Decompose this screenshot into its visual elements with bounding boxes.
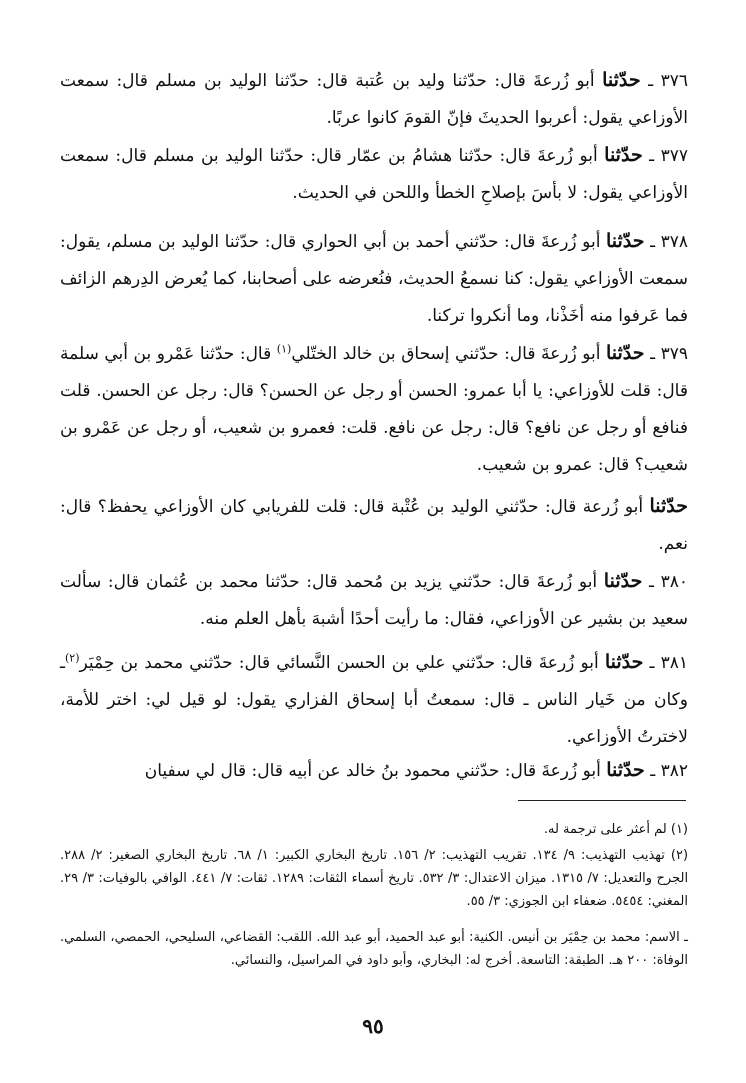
- hadith-keyword: حدّثنا: [605, 230, 645, 252]
- hadith-number: ٣٧٩ ـ: [644, 344, 689, 364]
- hadith-text: أبو زُرعة قال: حدّثني الوليد بن عُتْبة قال: قلت للفريابي كان الأوزاعي يحفظ؟ قال: نعم.: [60, 497, 688, 554]
- hadith-number: ٣٨١ ـ: [643, 653, 688, 673]
- hadith-keyword: حدّثنا: [604, 144, 643, 166]
- hadith-text: أبو زُرعةَ قال: حدّثني إسحاق بن خالد الختّلي: [291, 344, 606, 364]
- footnote-ref-1: (١): [276, 342, 292, 356]
- hadith-keyword: حدّثنا: [602, 69, 641, 91]
- hadith-number: ٣٧٦ ـ: [640, 71, 688, 91]
- footnote-ref-2: (٢): [64, 651, 80, 665]
- hadith-text: أبو زُرعةَ قال: حدّثني محمود بنُ خالد عن أبيه قال: قال لي سفيان: [144, 761, 607, 781]
- hadith-number: ٣٧٨ ـ: [644, 232, 689, 252]
- footnote-2: (٢) تهذيب التهذيب: ٩/ ١٣٤. تقريب التهذيب: ٢/ ١٥٦. تاريخ البخاري الكبير: ١/ ٦٨. تاريخ البخاري الصغير: ٢/ ٢٨٨. الجرح والتعديل: ٧/ ١٣١٥. ميزان الاعتدال: ٣/ ٥٣٢. تاريخ أسماء الثقات: ١٢٨٩. ثقات: ٧/ ٤٤١. الوافي بالوفيات: ٣/ ٢٩. المغني: ٥٤٥٤. ضعفاء ابن الجوزي: ٣/ ٥٥.: [60, 848, 689, 909]
- hadith-keyword: حدّثنا: [606, 759, 645, 781]
- hadith-text: أبو زُرعةَ قال: حدّثنا هشامُ بن عمّار قال: حدّثنا الوليد بن مسلم قال: سمعت الأوزاعي يقول: لا بأسَ بإصلاحِ الخطأ واللحن في الحديث.: [60, 146, 688, 203]
- hadith-377: [60, 137, 688, 212]
- hadith-number: ٣٨٢ ـ: [644, 761, 688, 781]
- hadith-text-cont: قال: حدّثنا عَمْرو بن أبي سلمة قال: قلت للأوزاعي: يا أبا عمرو: الحسن أو رجل عن الحسن؟ قال: رجل عن الحسن. قلت فنافع أو رجل عن نافع؟ قال: رجل عن نافع. قلت: فعمرو بن شعيب، أو رجل عن عَمْرو بن شعيب؟ قال: عمرو بن شعيب.: [60, 344, 688, 475]
- hadith-text: أبو زُرعةَ قال: حدّثني علي بن الحسن النَّسائي قال: حدّثني محمد بن حِمْيَر: [79, 653, 605, 673]
- hadith-text: أبو زُرعةَ قال: حدّثنا وليد بن عُتبة قال: حدّثنا الوليد بن مسلم قال: سمعت الأوزاعي يقول: أعربوا الحديثَ فإنّ القومَ كانوا عربًا.: [60, 71, 688, 128]
- hadith-keyword: حدّثنا: [649, 495, 688, 517]
- hadith-378: [60, 223, 688, 335]
- hadith-keyword: حدّثنا: [604, 651, 644, 673]
- footnote-separator: [518, 800, 686, 801]
- hadith-381: [60, 644, 688, 756]
- hadith-380: [60, 563, 688, 638]
- hadith-keyword: حدّثنا: [606, 342, 645, 364]
- hadith-number: ٣٧٧ ـ: [642, 146, 689, 166]
- hadith-379: [60, 335, 688, 484]
- page-number: ٩٥: [362, 1014, 384, 1038]
- hadith-unnumbered: [60, 488, 688, 563]
- hadith-376: [60, 62, 688, 137]
- hadith-text-cont: ـ وكان من خَيار الناس ـ قال: سمعتُ أبا إسحاق الفزاري يقول: لو قيل لي: اختر للأمة، لاخترتُ الأوزاعي.: [60, 653, 688, 747]
- footnote-1: (١) لم أعثر على ترجمة له.: [543, 822, 688, 837]
- hadith-text: أبو زُرعةَ قال: حدّثني يزيد بن مُحمد قال: حدّثنا محمد بن عُثمان قال: سألت سعيد بن بشير عن الأوزاعي، فقال: ما رأيت أحدًا أشبهَ بأهل العلم منه.: [60, 572, 688, 629]
- hadith-number: ٣٨٠ ـ: [642, 572, 688, 592]
- hadith-keyword: حدّثنا: [603, 570, 643, 592]
- hadith-382: [60, 752, 688, 790]
- hadith-text: أبو زُرعةَ قال: حدّثني أحمد بن أبي الحواري قال: حدّثنا الوليد بن مسلم، يقول: سمعت الأوزاعي يقول: كنا نسمعُ الحديث، فنُعرضه على أصحابنا، كما يُعرض الدِرهم الزائف فما عَرفوا منه أخَذْنا، وما أنكروا تركنا.: [60, 232, 688, 326]
- footnote-2-details: ـ الاسم: محمد بن حِمْيَر بن أنيس. الكنية: أبو عبد الحميد، أبو عبد الله. اللقب: القضاعي، السليحي، الحمصي، السلمي. الوفاة: ٢٠٠ هـ. الطبقة: التاسعة. أخرج له: البخاري، وأبو داود في المراسيل، والنسائي.: [60, 930, 688, 968]
